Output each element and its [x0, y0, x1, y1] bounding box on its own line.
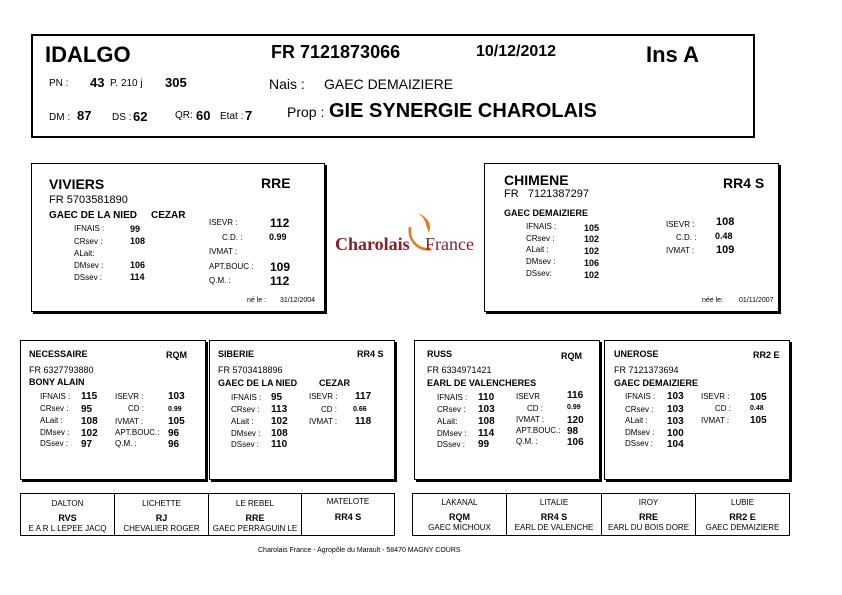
- gp-id: FR 6334971421: [427, 365, 492, 375]
- gp-dssev-value: 99: [478, 439, 490, 450]
- ggp-grade: RRE: [245, 513, 265, 523]
- ggp-name: LICHETTE: [142, 499, 181, 508]
- gp-cd-label: CD :: [128, 404, 144, 413]
- ggp-breeder: GAEC PERRAGUIN LE: [212, 524, 298, 533]
- gp-breeder: BONY ALAIN: [29, 377, 85, 387]
- gp-dmsev-value: 108: [271, 428, 288, 439]
- grandparent-card-necessaire: [20, 340, 206, 480]
- gp-grade: RR4 S: [357, 349, 384, 359]
- gp-cd-label: CD :: [527, 404, 543, 413]
- gp-grade: RQM: [561, 351, 582, 361]
- sire-aptbouc-value: 109: [270, 260, 291, 274]
- gp-breeder: GAEC DEMAIZIERE: [614, 378, 699, 388]
- animal-name: IDALGO: [45, 42, 131, 67]
- gp-isevr-label: ISEVR :: [115, 392, 144, 401]
- gp-aptbouc-value: 96: [168, 428, 180, 439]
- gp-dmsev-value: 102: [81, 428, 98, 439]
- ggp-name: LUBIE: [730, 498, 755, 507]
- ggp-grade: RVS: [58, 513, 77, 523]
- ggp-grade: RQM: [449, 512, 470, 522]
- gp-alait-label: ALait :: [625, 416, 648, 425]
- sire-crsev-value: 108: [130, 236, 146, 246]
- dam-dmsev-value: 106: [584, 258, 600, 268]
- gp-isevr-value: 117: [355, 391, 372, 402]
- gp-ifnais-value: 110: [478, 392, 495, 403]
- gp-alait-label: ALait :: [231, 417, 254, 426]
- gp-name: SIBERIE: [218, 349, 255, 359]
- gp-alait-value: 103: [667, 416, 684, 427]
- ggp-cell: [115, 494, 209, 535]
- dam-crsev-label: CRsev :: [526, 234, 555, 243]
- gp-isevr-value: 116: [567, 390, 584, 401]
- gp-grade: RR2 E: [753, 350, 780, 360]
- gp-ifnais-label: IFNAIS :: [231, 393, 262, 402]
- gp-id: FR 7121373694: [614, 365, 679, 375]
- logo-word-charolais: Charolais: [335, 234, 410, 254]
- dam-ivmat-label: IVMAT :: [666, 246, 695, 255]
- dam-card: [484, 163, 779, 312]
- gp-ifnais-value: 115: [81, 391, 98, 402]
- sire-alait-label: ALait:: [74, 249, 95, 258]
- gp-dmsev-label: DMsev :: [40, 428, 70, 437]
- ggp-name: MATELOTE: [326, 497, 370, 506]
- sire-card: [31, 163, 325, 312]
- gp-qm-value: 106: [567, 437, 584, 448]
- sire-cd-value: 0.99: [269, 232, 287, 242]
- gp-cd-value: 0.99: [168, 406, 182, 413]
- sire-name: VIVIERS: [49, 176, 105, 192]
- gp-grade: RQM: [166, 350, 187, 360]
- gp-alait-value: 108: [81, 416, 98, 427]
- ggp-breeder: GAEC DEMAIZIERE: [705, 523, 780, 532]
- gp-name: RUSS: [427, 349, 453, 359]
- logo-word-france: France: [425, 234, 474, 254]
- grandparent-card-russ: [414, 340, 600, 480]
- gp-ivmat-label: IVMAT :: [115, 417, 144, 426]
- gp-ivmat-value: 118: [355, 416, 372, 427]
- p210-value: 305: [165, 75, 187, 90]
- gp-ifnais-label: IFNAIS :: [625, 392, 656, 401]
- gp-cd-label: CD :: [321, 405, 337, 414]
- gp-dssev-value: 110: [271, 439, 288, 450]
- ggp-cell: [507, 494, 602, 535]
- grandparent-card-siberie: [209, 340, 395, 480]
- prop-label: Prop :: [287, 104, 325, 120]
- dam-dssev-label: DSsev:: [526, 269, 552, 278]
- ggp-grade: RR2 E: [729, 512, 756, 522]
- sire-crsev-label: CRsev :: [74, 237, 103, 246]
- gp-crsev-value: 103: [478, 404, 495, 415]
- ggp-breeder: E A R L LEPEE JACQ: [28, 524, 107, 533]
- ins-grade: Ins A: [646, 42, 699, 67]
- gp-ivmat-label: IVMAT :: [516, 415, 545, 424]
- sire-isevr-value: 112: [270, 216, 290, 230]
- gp-crsev-value: 113: [271, 404, 288, 415]
- gp-dssev-label: DSsev :: [40, 439, 69, 448]
- gp-ifnais-value: 95: [271, 392, 283, 403]
- gp-ifnais-label: IFNAIS :: [40, 392, 71, 401]
- dam-date-label: née le:: [702, 297, 724, 304]
- ggp-breeder: CHEVALIER ROGER: [123, 524, 200, 533]
- pn-value: 43: [90, 75, 105, 90]
- ggp-breeder: EARL DE VALENCHE: [514, 523, 594, 532]
- ggp-cell: [602, 494, 696, 535]
- gp-ivmat-label: IVMAT :: [701, 416, 730, 425]
- sire-cd-label: C.D. :: [222, 233, 243, 242]
- dam-ifnais-value: 105: [584, 223, 600, 233]
- dam-grade: RR4 S: [723, 175, 765, 191]
- gp-cd-value: 0.48: [750, 405, 764, 412]
- gp-isevr-label: ISEVR :: [309, 392, 338, 401]
- sire-qm-label: Q.M. :: [209, 276, 231, 285]
- gp-ivmat-value: 105: [750, 415, 767, 426]
- nais-value: GAEC DEMAIZIERE: [324, 76, 454, 92]
- gp-dssev-label: DSsev :: [625, 439, 654, 448]
- gp-alait-value: 108: [478, 416, 495, 427]
- nais-label: Nais :: [269, 76, 305, 92]
- ggp-cell: [209, 494, 302, 535]
- great-grandparents-left: [20, 493, 395, 536]
- gp-qm-label: Q.M. :: [115, 439, 137, 448]
- gp-ivmat-value: 105: [168, 416, 185, 427]
- gp-dssev-value: 97: [81, 439, 93, 450]
- gp-ifnais-value: 103: [667, 391, 684, 402]
- sire-dssev-value: 114: [130, 272, 145, 282]
- ggp-name: LE REBEL: [235, 499, 275, 508]
- ggp-name: LITALIE: [539, 498, 569, 507]
- gp-breeder: GAEC DE LA NIED: [218, 378, 298, 388]
- ggp-breeder: GAEC MICHOUX: [428, 523, 491, 532]
- charolais-france-logo: [333, 205, 478, 265]
- gp-ifnais-label: IFNAIS :: [437, 393, 468, 402]
- sire-isevr-label: ISEVR :: [209, 218, 238, 227]
- gp-owner: CEZAR: [319, 378, 350, 388]
- gp-isevr-label: ISEVR: [516, 392, 541, 401]
- ggp-cell: [21, 494, 115, 535]
- gp-alait-value: 102: [271, 416, 288, 427]
- gp-id: FR 5703418896: [218, 365, 283, 375]
- gp-dmsev-label: DMsev :: [231, 429, 261, 438]
- gp-dssev-label: DSsev :: [437, 440, 466, 449]
- gp-crsev-label: CRsev :: [437, 405, 466, 414]
- sire-id: FR 5703581890: [49, 194, 128, 206]
- dam-alait-label: ALait :: [526, 245, 549, 254]
- ds-label: DS :: [112, 112, 132, 123]
- gp-id: FR 6327793880: [29, 365, 94, 375]
- pn-label: PN :: [49, 78, 69, 89]
- ggp-cell: [302, 494, 394, 535]
- sire-ivmat-label: IVMAT :: [209, 247, 238, 256]
- animal-header: [31, 34, 755, 138]
- gp-dssev-label: DSsev :: [231, 440, 260, 449]
- dam-ifnais-label: IFNAIS :: [526, 222, 557, 231]
- sire-dssev-label: DSsev :: [74, 273, 103, 282]
- gp-crsev-label: CRsev :: [625, 405, 654, 414]
- ggp-name: DALTON: [51, 499, 84, 508]
- gp-dssev-value: 104: [667, 439, 684, 450]
- sire-date-label: né le :: [247, 297, 267, 304]
- prop-value: GIE SYNERGIE CHAROLAIS: [329, 100, 597, 122]
- ggp-name: LAKANAL: [441, 498, 478, 507]
- gp-dmsev-label: DMsev :: [625, 428, 655, 437]
- gp-name: NECESSAIRE: [29, 349, 88, 359]
- dam-ivmat-value: 109: [716, 244, 735, 256]
- ggp-grade: RRE: [638, 512, 658, 522]
- gp-dmsev-value: 114: [478, 428, 495, 439]
- dam-dmsev-label: DMsev :: [526, 257, 556, 266]
- dm-label: DM :: [49, 112, 71, 123]
- ggp-grade: RR4 S: [540, 512, 568, 522]
- dam-crsev-value: 102: [584, 234, 600, 244]
- gp-name: UNEROSE: [614, 349, 659, 359]
- dam-date: 01/11/2007: [739, 297, 774, 304]
- gp-ivmat-label: IVMAT :: [309, 417, 338, 426]
- p210-label: P. 210 j: [110, 78, 143, 89]
- grandparent-card-unerose: [604, 340, 790, 480]
- sire-qm-value: 112: [270, 274, 290, 288]
- sire-ifnais-label: IFNAIS :: [74, 224, 105, 233]
- dam-cd-label: C.D. :: [676, 233, 697, 242]
- dam-isevr-value: 108: [716, 216, 735, 228]
- gp-dmsev-value: 100: [667, 428, 684, 439]
- qr-label: QR:: [175, 110, 193, 121]
- ggp-breeder: EARL DU BOIS DORE: [607, 523, 690, 532]
- footer-address: Charolais France - Agropôle du Marault - 58470 MAGNY COURS: [258, 547, 461, 554]
- dam-cd-value: 0.48: [715, 231, 733, 241]
- sire-dmsev-value: 106: [130, 260, 146, 270]
- dam-dssev-value: 102: [584, 270, 600, 280]
- sire-grade: RRE: [261, 175, 291, 191]
- ggp-grade: RJ: [155, 513, 168, 523]
- gp-isevr-label: ISEVR :: [701, 392, 730, 401]
- sire-date: 31/12/2004: [280, 297, 316, 304]
- gp-alait-label: ALait:: [437, 417, 458, 426]
- ggp-cell: [696, 494, 789, 535]
- gp-alait-label: ALait :: [40, 416, 63, 425]
- gp-crsev-label: CRsev :: [231, 405, 260, 414]
- gp-aptbouc-label: APT.BOUC.:: [115, 428, 160, 437]
- dm-value: 87: [77, 108, 92, 123]
- gp-crsev-value: 103: [667, 404, 684, 415]
- gp-cd-value: 0.66: [353, 406, 367, 413]
- etat-label: Etat :: [220, 111, 244, 122]
- gp-crsev-value: 95: [81, 404, 93, 415]
- ggp-cell: [413, 494, 507, 535]
- etat-value: 7: [245, 108, 253, 123]
- birth-date: 10/12/2012: [476, 43, 557, 60]
- gp-ivmat-value: 120: [567, 415, 584, 426]
- ggp-grade: RR4 S: [334, 512, 362, 522]
- animal-id: FR 7121873066: [271, 42, 401, 62]
- gp-isevr-value: 103: [168, 391, 185, 402]
- gp-dmsev-label: DMsev :: [437, 429, 467, 438]
- sire-breeder: GAEC DE LA NIED: [49, 210, 137, 221]
- qr-value: 60: [196, 108, 211, 123]
- great-grandparents-right: [412, 493, 790, 536]
- gp-aptbouc-label: APT.BOUC.:: [516, 426, 561, 435]
- gp-isevr-value: 105: [750, 392, 767, 403]
- ds-value: 62: [133, 109, 148, 124]
- gp-cd-value: 0.99: [567, 404, 581, 411]
- dam-alait-value: 102: [584, 246, 600, 256]
- gp-crsev-label: CRsev :: [40, 404, 69, 413]
- gp-cd-label: CD :: [715, 404, 731, 413]
- gp-qm-label: Q.M. :: [516, 437, 538, 446]
- sire-ifnais-value: 99: [130, 224, 141, 234]
- dam-breeder: GAEC DEMAIZIERE: [504, 208, 589, 218]
- gp-aptbouc-value: 98: [567, 426, 579, 437]
- sire-owner: CEZAR: [151, 210, 186, 221]
- dam-isevr-label: ISEVR :: [666, 220, 695, 229]
- sire-dmsev-label: DMsev :: [74, 261, 104, 270]
- sire-aptbouc-label: APT.BOUC :: [209, 262, 254, 271]
- dam-name: CHIMENE: [504, 172, 569, 188]
- dam-id: FR 7121387297: [504, 188, 590, 200]
- ggp-name: IROY: [638, 498, 659, 507]
- gp-breeder: EARL DE VALENCHERES: [427, 378, 537, 388]
- gp-qm-value: 96: [168, 439, 180, 450]
